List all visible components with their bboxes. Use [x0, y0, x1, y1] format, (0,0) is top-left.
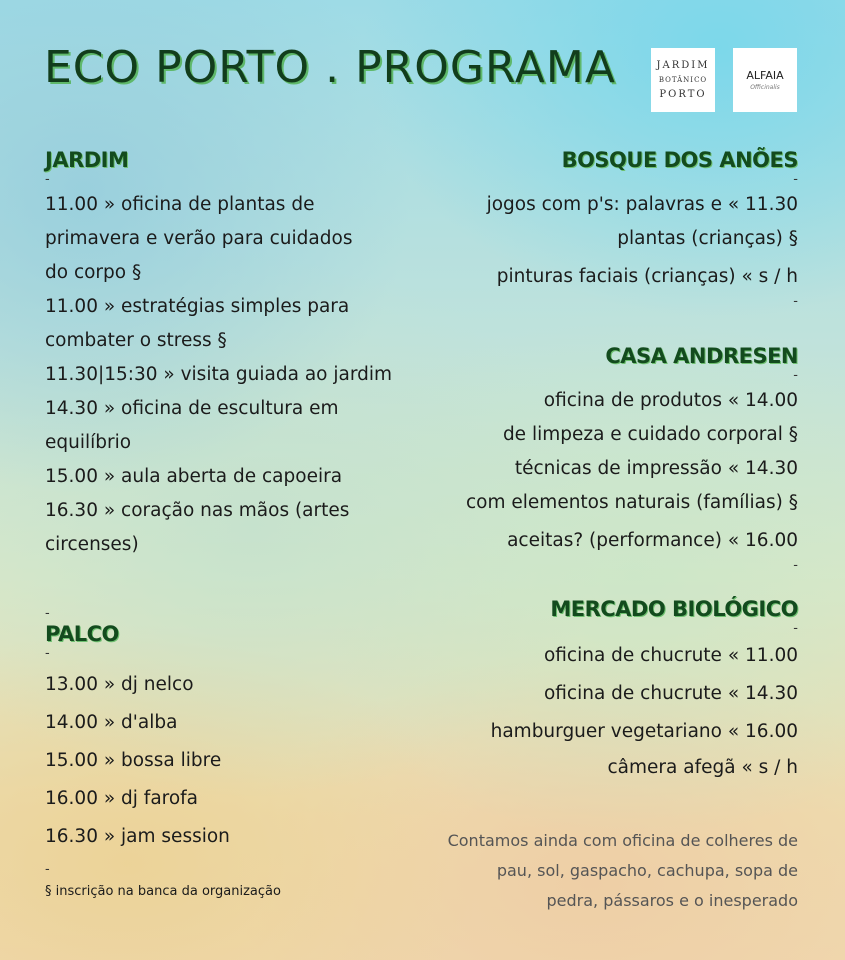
- separator: -: [45, 172, 50, 187]
- separator: -: [793, 368, 798, 383]
- extra-line: Contamos ainda com oficina de colheres de: [447, 831, 798, 850]
- logo-text: BOTÂNICO: [658, 76, 708, 84]
- schedule-item: jogos com p's: palavras e « 11.30 plantas (crianças) §: [486, 194, 798, 249]
- logo-text: Officinalis: [750, 84, 780, 91]
- mercado-section: [408, 597, 798, 785]
- palco-section: [45, 606, 435, 899]
- section-heading: BOSQUE DOS ANÕES: [561, 148, 798, 172]
- schedule-item: 11.00 » estratégias simples para combater o stress §: [45, 296, 350, 351]
- schedule-item: hamburguer vegetariano « 16.00: [490, 721, 798, 742]
- casa-section: [408, 344, 798, 574]
- separator: -: [793, 294, 798, 309]
- schedule-item: 16.30 » jam session: [45, 826, 230, 847]
- schedule-item: 11.00 » oficina de plantas de primavera e verão para cuidados do corpo §: [45, 194, 353, 283]
- schedule-item: 14.30 » oficina de escultura em equilíbrio: [45, 398, 339, 453]
- schedule-item: técnicas de impressão « 14.30 com elementos naturais (famílias) §: [466, 458, 798, 513]
- schedule-item: 15.00 » bossa libre: [45, 750, 222, 771]
- schedule-item: aceitas? (performance) « 16.00: [507, 530, 798, 551]
- separator: -: [793, 558, 798, 573]
- schedule-item: 11.30|15:30 » visita guiada ao jardim: [45, 364, 393, 385]
- schedule-item: câmera afegã « s / h: [607, 757, 798, 778]
- logo-text: PORTO: [659, 89, 707, 100]
- page-title: ECO PORTO . PROGRAMA: [44, 42, 616, 93]
- section-heading: JARDIM: [45, 148, 129, 172]
- section-heading: CASA ANDRESEN: [605, 344, 798, 368]
- separator: -: [45, 606, 50, 621]
- separator: -: [45, 646, 50, 661]
- alfaia-logo: [733, 48, 797, 112]
- bosque-section: [408, 148, 798, 310]
- jardim-botanico-logo: [651, 48, 715, 112]
- logo-text: ALFAIA: [746, 69, 784, 82]
- schedule-item: oficina de produtos « 14.00 de limpeza e cuidado corporal §: [502, 390, 798, 445]
- schedule-item: 14.00 » d'alba: [45, 712, 178, 733]
- jardim-section: [45, 148, 435, 562]
- schedule-item: 16.30 » coração nas mãos (artes circenses): [45, 500, 350, 555]
- separator: -: [793, 621, 798, 636]
- section-heading: MERCADO BIOLÓGICO: [550, 597, 798, 621]
- extra-line: pedra, pássaros e o inesperado: [546, 891, 798, 910]
- section-heading: PALCO: [45, 622, 119, 646]
- separator: -: [45, 862, 50, 877]
- footnote: § inscrição na banca da organização: [45, 884, 281, 899]
- extra-note: [378, 826, 798, 916]
- logo-text: JARDIM: [656, 60, 710, 71]
- schedule-item: 13.00 » dj nelco: [45, 674, 194, 695]
- extra-line: pau, sol, gaspacho, cachupa, sopa de: [496, 861, 798, 880]
- schedule-item: oficina de chucrute « 14.30: [543, 683, 798, 704]
- schedule-item: oficina de chucrute « 11.00: [543, 645, 798, 666]
- schedule-item: pinturas faciais (crianças) « s / h: [496, 266, 798, 287]
- separator: -: [793, 172, 798, 187]
- schedule-item: 16.00 » dj farofa: [45, 788, 199, 809]
- schedule-item: 15.00 » aula aberta de capoeira: [45, 466, 343, 487]
